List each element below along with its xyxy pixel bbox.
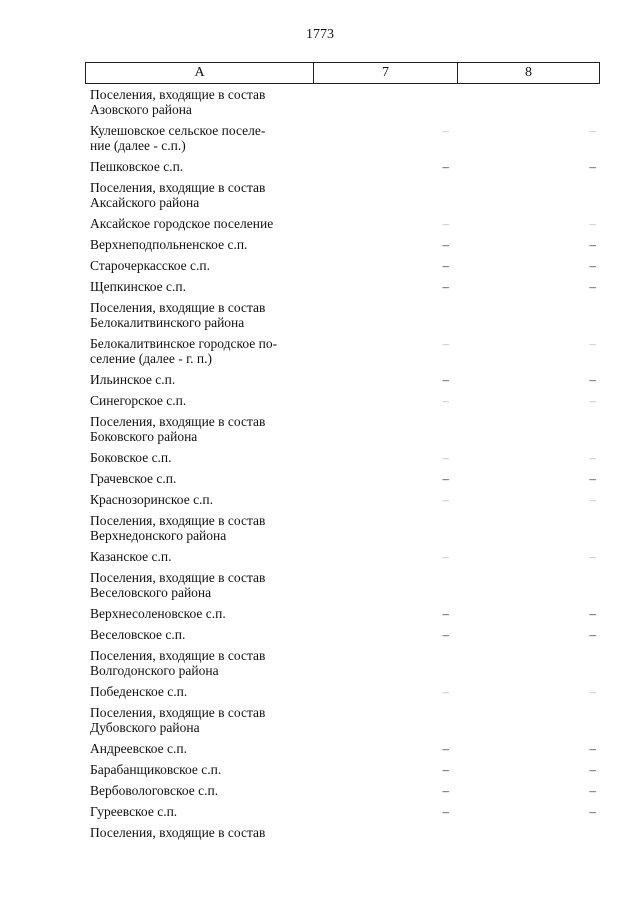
value-col-7: – [442,279,449,294]
group-heading [90,705,313,735]
name-line: ние (далее - с.п.) [90,138,186,153]
value-col-8: – [589,123,596,138]
table-row [90,372,600,393]
settlement-name [90,741,313,756]
value-col-8: – [589,741,596,756]
value-col-7: – [442,159,449,174]
name-line: Верхнесоленовское с.п. [90,606,226,621]
settlement-name [90,216,313,231]
table-row [90,684,600,705]
table-row [90,741,600,762]
name-line: Боковское с.п. [90,450,172,465]
settlement-name [90,471,313,486]
name-line: Веселовского района [90,585,212,600]
table-row [90,783,600,804]
settlement-name [90,258,313,273]
name-line: Азовского района [90,102,192,117]
value-col-7: – [442,804,449,819]
group-heading-row [90,570,600,606]
table-row [90,258,600,279]
value-col-7: – [442,336,449,351]
table-body [90,87,600,846]
table-row [90,336,600,372]
value-col-8: – [589,627,596,642]
value-col-7: – [442,741,449,756]
table-header [85,62,600,84]
value-col-7: – [442,123,449,138]
group-heading [90,414,313,444]
settlement-name [90,237,313,252]
name-line: Казанское с.п. [90,549,172,564]
value-col-8: – [589,393,596,408]
value-col-7: – [442,606,449,621]
settlement-name [90,549,313,564]
group-heading-row [90,180,600,216]
settlement-name [90,762,313,777]
value-col-8: – [589,372,596,387]
value-col-8: – [589,336,596,351]
value-col-8: – [589,450,596,465]
value-col-7: – [442,372,449,387]
name-line: Барабанщиковское с.п. [90,762,222,777]
group-heading-row [90,87,600,123]
table-row [90,237,600,258]
name-line: Гуреевское с.п. [90,804,178,819]
settlement-name [90,159,313,174]
table-row [90,606,600,627]
name-line: Синегорское с.п. [90,393,187,408]
settlement-name [90,684,313,699]
header-col-7: 7 [314,63,458,83]
table-row [90,492,600,513]
group-heading [90,570,313,600]
table-row [90,159,600,180]
name-line: Поселения, входящие в состав [90,87,266,102]
name-line: Аксайского района [90,195,200,210]
settlement-name [90,336,313,366]
value-col-8: – [589,492,596,507]
value-col-8: – [589,762,596,777]
name-line: Аксайское городское поселение [90,216,274,231]
group-heading-row [90,825,600,846]
value-col-8: – [589,549,596,564]
value-col-7: – [442,237,449,252]
name-line: Белокалитвинского района [90,315,245,330]
settlement-name [90,450,313,465]
name-line: Старочеркасское с.п. [90,258,211,273]
name-line: Победенское с.п. [90,684,188,699]
value-col-7: – [442,684,449,699]
table-row [90,549,600,570]
group-heading-row [90,513,600,549]
name-line: Грачевское с.п. [90,471,177,486]
value-col-8: – [589,804,596,819]
name-line: Поселения, входящие в состав [90,414,266,429]
table-row [90,279,600,300]
name-line: Веселовское с.п. [90,627,186,642]
settlement-name [90,606,313,621]
settlement-name [90,123,313,153]
page-number: 1773 [306,27,334,42]
group-heading [90,513,313,543]
value-col-8: – [589,258,596,273]
name-line: Поселения, входящие в состав [90,648,266,663]
settlement-name [90,372,313,387]
value-col-8: – [589,159,596,174]
value-col-8: – [589,783,596,798]
table-row [90,762,600,783]
value-col-8: – [589,606,596,621]
table-row [90,471,600,492]
name-line: Волгодонского района [90,663,219,678]
value-col-8: – [589,237,596,252]
name-line: Щепкинское с.п. [90,279,186,294]
name-line: Белокалитвинское городское по- [90,336,278,351]
table-row [90,393,600,414]
group-heading [90,300,313,330]
group-heading-row [90,648,600,684]
table-row [90,216,600,237]
value-col-7: – [442,627,449,642]
name-line: Краснозоринское с.п. [90,492,214,507]
name-line: селение (далее - г. п.) [90,351,212,366]
name-line: Боковского района [90,429,198,444]
name-line: Поселения, входящие в состав [90,180,266,195]
value-col-7: – [442,393,449,408]
group-heading [90,648,313,678]
table-row [90,804,600,825]
settlement-name [90,783,313,798]
group-heading-row [90,414,600,450]
value-col-7: – [442,492,449,507]
name-line: Вербовологовское с.п. [90,783,219,798]
value-col-8: – [589,216,596,231]
name-line: Поселения, входящие в состав [90,513,266,528]
name-line: Ильинское с.п. [90,372,176,387]
settlement-name [90,393,313,408]
name-line: Верхнеподпольненское с.п. [90,237,248,252]
settlement-name [90,279,313,294]
name-line: Поселения, входящие в состав [90,825,266,840]
settlement-name [90,492,313,507]
value-col-8: – [589,684,596,699]
value-col-7: – [442,450,449,465]
header-col-a: А [86,63,314,83]
name-line: Кулешовское сельское поселе- [90,123,266,138]
value-col-7: – [442,471,449,486]
group-heading [90,180,313,210]
table-row [90,627,600,648]
table-row [90,123,600,159]
name-line: Поселения, входящие в состав [90,705,266,720]
name-line: Поселения, входящие в состав [90,300,266,315]
name-line: Пешковское с.п. [90,159,184,174]
name-line: Верхнедонского района [90,528,227,543]
value-col-7: – [442,783,449,798]
name-line: Андреевское с.п. [90,741,187,756]
header-col-8: 8 [525,65,532,80]
settlement-name [90,627,313,642]
table-row [90,450,600,471]
name-line: Поселения, входящие в состав [90,570,266,585]
name-line: Дубовского района [90,720,200,735]
value-col-7: – [442,216,449,231]
group-heading-row [90,300,600,336]
value-col-8: – [589,471,596,486]
settlement-name [90,804,313,819]
value-col-7: – [442,549,449,564]
value-col-7: – [442,258,449,273]
group-heading-row [90,705,600,741]
group-heading [90,87,313,117]
value-col-8: – [589,279,596,294]
value-col-7: – [442,762,449,777]
group-heading [90,825,313,840]
